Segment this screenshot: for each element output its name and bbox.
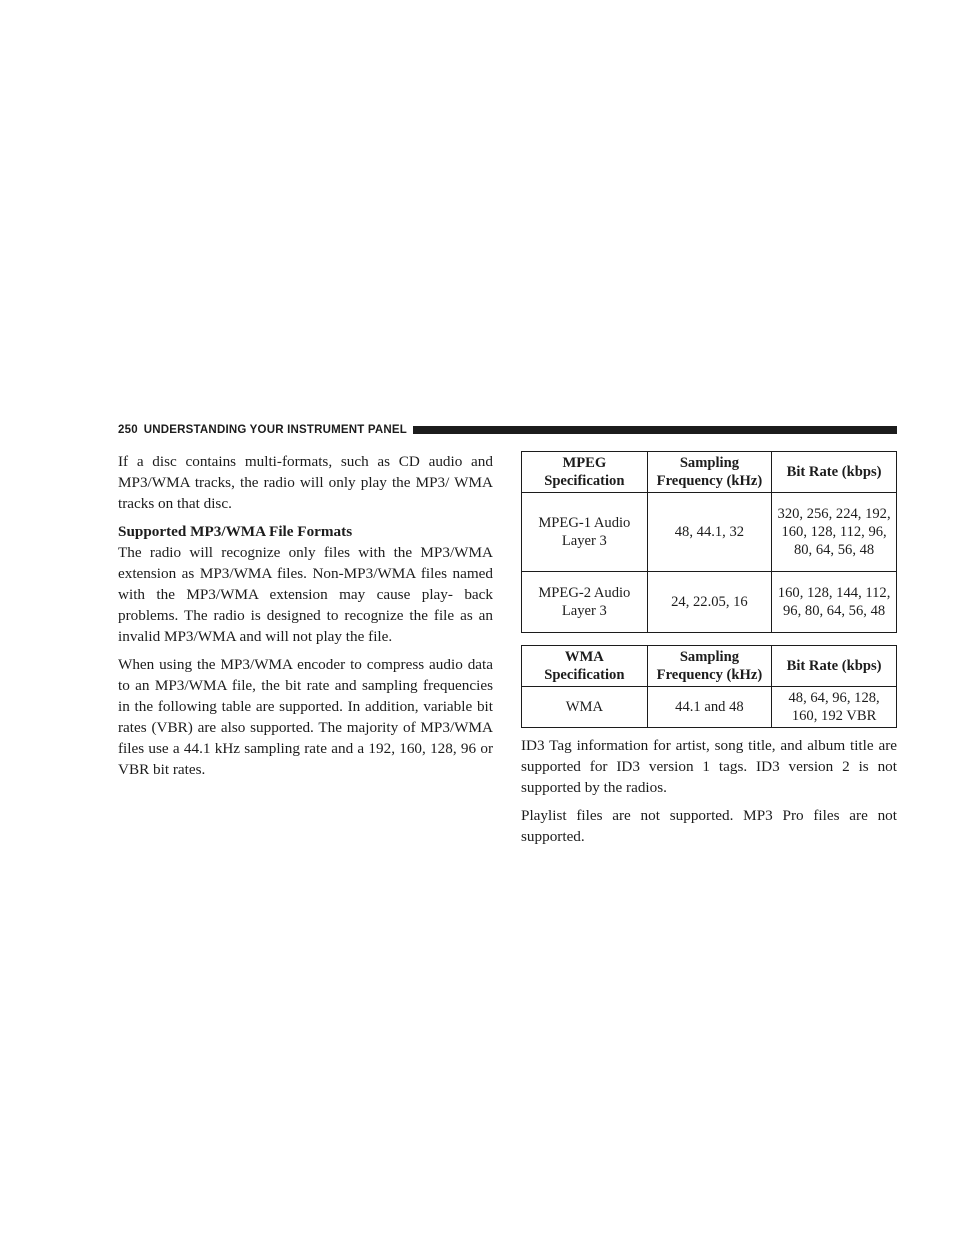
header-rule [413,426,897,434]
mpeg2-bitrate-cell: 160, 128, 144, 112, 96, 80, 64, 56, 48 [772,572,897,633]
mpeg1-spec-cell: MPEG-1 Audio Layer 3 [522,493,648,572]
table-row [522,493,897,572]
wma-bitrate-cell: 48, 64, 96, 128, 160, 192 VBR [772,687,897,728]
wma-sampling-cell: 44.1 and 48 [647,687,771,728]
page-header [118,422,897,438]
page-number: 250 [118,424,138,436]
mpeg-header-bitrate: Bit Rate (kbps) [772,452,897,493]
playlist-paragraph: Playlist files are not supported. MP3 Pro files are not supported. [521,807,897,845]
right-column [521,451,897,854]
wma-header-spec: WMA Specification [522,646,648,687]
wma-spec-cell: WMA [522,687,648,728]
left-column [118,451,493,787]
wma-table-header-row [522,646,897,687]
mpeg1-bitrate-cell: 320, 256, 224, 192, 160, 128, 112, 96, 80, 64, 56, 48 [772,493,897,572]
wma-table [521,645,897,728]
mpeg-table [521,451,897,633]
mpeg-table-header-row [522,452,897,493]
wma-header-sampling: Sampling Frequency (kHz) [647,646,771,687]
mpeg-header-sampling: Sampling Frequency (kHz) [647,452,771,493]
encoder-paragraph: When using the MP3/WMA encoder to compress audio data to an MP3/WMA file, the bit rate and sampling frequencies in the following table are supported. In addition, variable bit rates (VBR) are also supported. The majority of MP3/WMA files use a 44.1 kHz sampling rate and a 192, 160, 128, 96 or VBR bit rates. [118,656,493,778]
mpeg2-sampling-cell: 24, 22.05, 16 [647,572,771,633]
table-row [522,687,897,728]
table-row [522,572,897,633]
section-title: UNDERSTANDING YOUR INSTRUMENT PANEL [143,424,407,436]
mpeg-header-spec: MPEG Specification [522,452,648,493]
mpeg2-spec-cell: MPEG-2 Audio Layer 3 [522,572,648,633]
wma-header-bitrate: Bit Rate (kbps) [772,646,897,687]
formats-subheading: Supported MP3/WMA File Formats [118,523,353,540]
intro-paragraph: If a disc contains multi-formats, such as CD audio and MP3/WMA tracks, the radio will only play the MP3/ WMA tracks on that disc. [118,453,493,512]
formats-paragraph: The radio will recognize only files with the MP3/WMA extension as MP3/WMA files. Non-MP3/WMA files named with the MP3/WMA extension may cause play- back problems. The radio is designed to recognize the file as an invalid MP3/WMA and will not play the file. [118,544,493,645]
id3-paragraph: ID3 Tag information for artist, song title, and album title are supported for ID3 version 1 tags. ID3 version 2 is not supported by the radios. [521,737,897,796]
mpeg1-sampling-cell: 48, 44.1, 32 [647,493,771,572]
